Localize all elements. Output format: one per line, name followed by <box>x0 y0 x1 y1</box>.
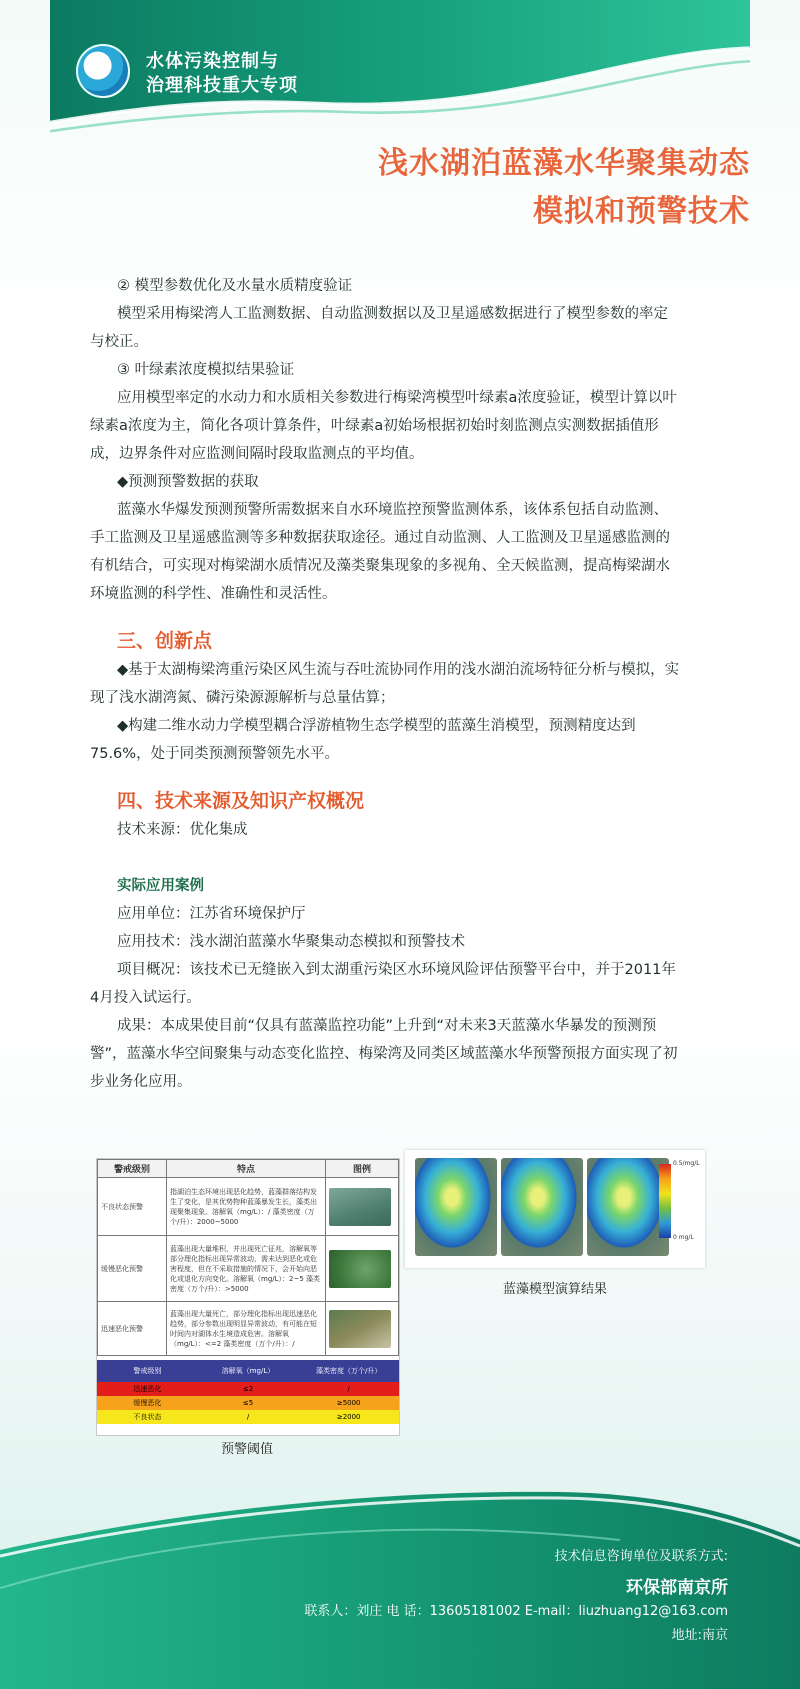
innovation-point-2: ◆构建二维水动力学模型耦合浮游植物生态学模型的蓝藻生消模型，预测精度达到75.6%，处于同类预测预警领先水平。 <box>90 718 636 762</box>
s2-heading: ② 模型参数优化及水量水质精度验证 <box>117 278 353 294</box>
brand-line2: 治理科技重大专项 <box>146 75 298 96</box>
threshold-header: 溶解氧（mg/L） <box>221 1367 275 1375</box>
warning-feature-table <box>97 1159 399 1356</box>
threshold-header: 警戒级别 <box>133 1367 162 1375</box>
model-result-figure <box>405 1150 705 1268</box>
model-map-3 <box>587 1158 669 1256</box>
brand-line1: 水体污染控制与 <box>146 51 279 72</box>
threshold-density: ≥5000 <box>336 1399 361 1407</box>
threshold-level: 缓慢恶化 <box>133 1399 162 1407</box>
threshold-row <box>97 1410 399 1424</box>
threshold-do: / <box>246 1413 250 1421</box>
case-overview: 项目概况：该技术已无缝嵌入到太湖重污染区水环境风险评估预警平台中，并于2011年4月投入试运行。 <box>90 962 676 1006</box>
figure2-caption: 蓝藻模型演算结果 <box>502 1282 607 1297</box>
s2-text: 模型采用梅梁湾人工监测数据、自动监测数据以及卫星遥感数据进行了模型参数的率定与校正。 <box>90 306 668 350</box>
lake-photo-green <box>329 1250 391 1288</box>
case-result: 成果：本成果使目前“仅具有蓝藻监控功能”上升到“对未来3天蓝藻水华暴发的预测预警”，蓝藻水华空间聚集与动态变化监控、梅梁湾及同类区域蓝藻水华预警预报方面实现了初步业务化应用。 <box>90 1018 678 1090</box>
color-scale <box>659 1164 671 1238</box>
case-tech: 应用技术：浅水湖泊蓝藻水华聚集动态模拟和预警技术 <box>117 934 465 950</box>
scale-min-label: 0 mg/L <box>673 1234 694 1241</box>
table-cell-level: 迅速恶化预警 <box>98 1302 167 1356</box>
model-map-2 <box>501 1158 583 1256</box>
page-title <box>378 140 750 236</box>
footer-consult: 技术信息咨询单位及联系方式: <box>554 1549 728 1564</box>
table-cell-desc: 蓝藻出现大量堆积，并出现死亡征兆，溶解氧等部分理化指标出现异常波动，需未达到恶化或危害程度，但在不采取措施的情况下，会开始向恶化或退化方向变化。溶解氧（mg/L）：2~5 藻类密度（万个/升）：>5000 <box>167 1236 326 1302</box>
footer-address: 地址:南京 <box>671 1628 728 1643</box>
threshold-do: ≤2 <box>242 1385 254 1393</box>
title-line1: 浅水湖泊蓝藻水华聚集动态 <box>378 146 750 181</box>
figure1-caption: 预警阈值 <box>220 1442 273 1457</box>
footer-contact: 联系人：刘庄 电 话：13605181002 E-mail：liuzhuang12@163.com <box>304 1604 728 1619</box>
table-cell-level: 不良状态预警 <box>98 1178 167 1236</box>
program-logo <box>76 44 130 98</box>
table-cell-desc: 蓝藻出现大量死亡，部分理化指标出现迅速恶化趋势，部分参数出现明显异常波动，有可能在短时间内对湖体水生境造成危害。溶解氧（mg/L）：<=2 藻类密度（万个/升）：/ <box>167 1302 326 1356</box>
threshold-level: 迅速恶化 <box>133 1385 162 1393</box>
innovation-heading: 三、创新点 <box>117 630 213 652</box>
threshold-header: 藻类密度（万个/升） <box>316 1367 382 1375</box>
warning-threshold-figure <box>96 1158 400 1436</box>
table-header: 警戒级别 <box>98 1160 167 1178</box>
title-line2: 模拟和预警技术 <box>533 194 750 229</box>
table-header: 特点 <box>167 1160 326 1178</box>
threshold-row <box>97 1382 399 1396</box>
threshold-table <box>97 1360 399 1424</box>
case-heading: 实际应用案例 <box>117 878 204 894</box>
lake-photo-bloom <box>329 1310 391 1348</box>
threshold-density: ≥2000 <box>336 1413 361 1421</box>
scale-max-label: 0.5/mg/L <box>673 1160 700 1167</box>
threshold-row <box>97 1396 399 1410</box>
data-heading: ◆预测预警数据的获取 <box>117 474 259 490</box>
s3-text: 应用模型率定的水动力和水质相关参数进行梅梁湾模型叶绿素a浓度验证，模型计算以叶绿素a浓度为主，简化各项计算条件，叶绿素a初始场根据初始时刻监测点实测数据插值形成，边界条件对应监测间隔时段取监测点的平均值。 <box>90 390 677 462</box>
case-unit: 应用单位：江苏省环境保护厅 <box>117 906 306 922</box>
threshold-density: / <box>347 1385 350 1393</box>
program-brand <box>146 50 298 98</box>
model-map-1 <box>415 1158 497 1256</box>
ip-source: 技术来源：优化集成 <box>117 822 248 838</box>
table-cell-desc: 指湖泊生态环境出现恶化趋势，蓝藻群落结构发生了变化，是其优势物种蓝藻暴发生长，藻类出现聚集现象。溶解氧（mg/L）：/ 藻类密度（万个/升）：2000~5000 <box>167 1178 326 1236</box>
innovation-point-1: ◆基于太湖梅梁湾重污染区风生流与吞吐流协同作用的浅水湖泊流场特征分析与模拟，实现了浅水湖湾氮、磷污染源源解析与总量估算； <box>90 662 680 706</box>
threshold-do: ≤5 <box>242 1399 254 1407</box>
lake-photo-clear <box>329 1188 391 1226</box>
table-header: 图例 <box>326 1160 399 1178</box>
ip-heading: 四、技术来源及知识产权概况 <box>117 790 365 812</box>
data-text: 蓝藻水华爆发预测预警所需数据来自水环境监控预警监测体系，该体系包括自动监测、手工监测及卫星遥感监测等多种数据获取途径。通过自动监测、人工监测及卫星遥感监测的有机结合，可实现对梅梁湖水质情况及藻类聚集现象的多视角、全天候监测，提高梅梁湖水环境监测的科学性、准确性和灵活性。 <box>90 502 670 602</box>
threshold-level: 不良状态 <box>133 1413 162 1421</box>
main-content <box>90 272 680 1096</box>
table-cell-level: 缓慢恶化预警 <box>98 1236 167 1302</box>
s3-heading: ③ 叶绿素浓度模拟结果验证 <box>117 362 295 378</box>
footer-org: 环保部南京所 <box>626 1578 728 1598</box>
